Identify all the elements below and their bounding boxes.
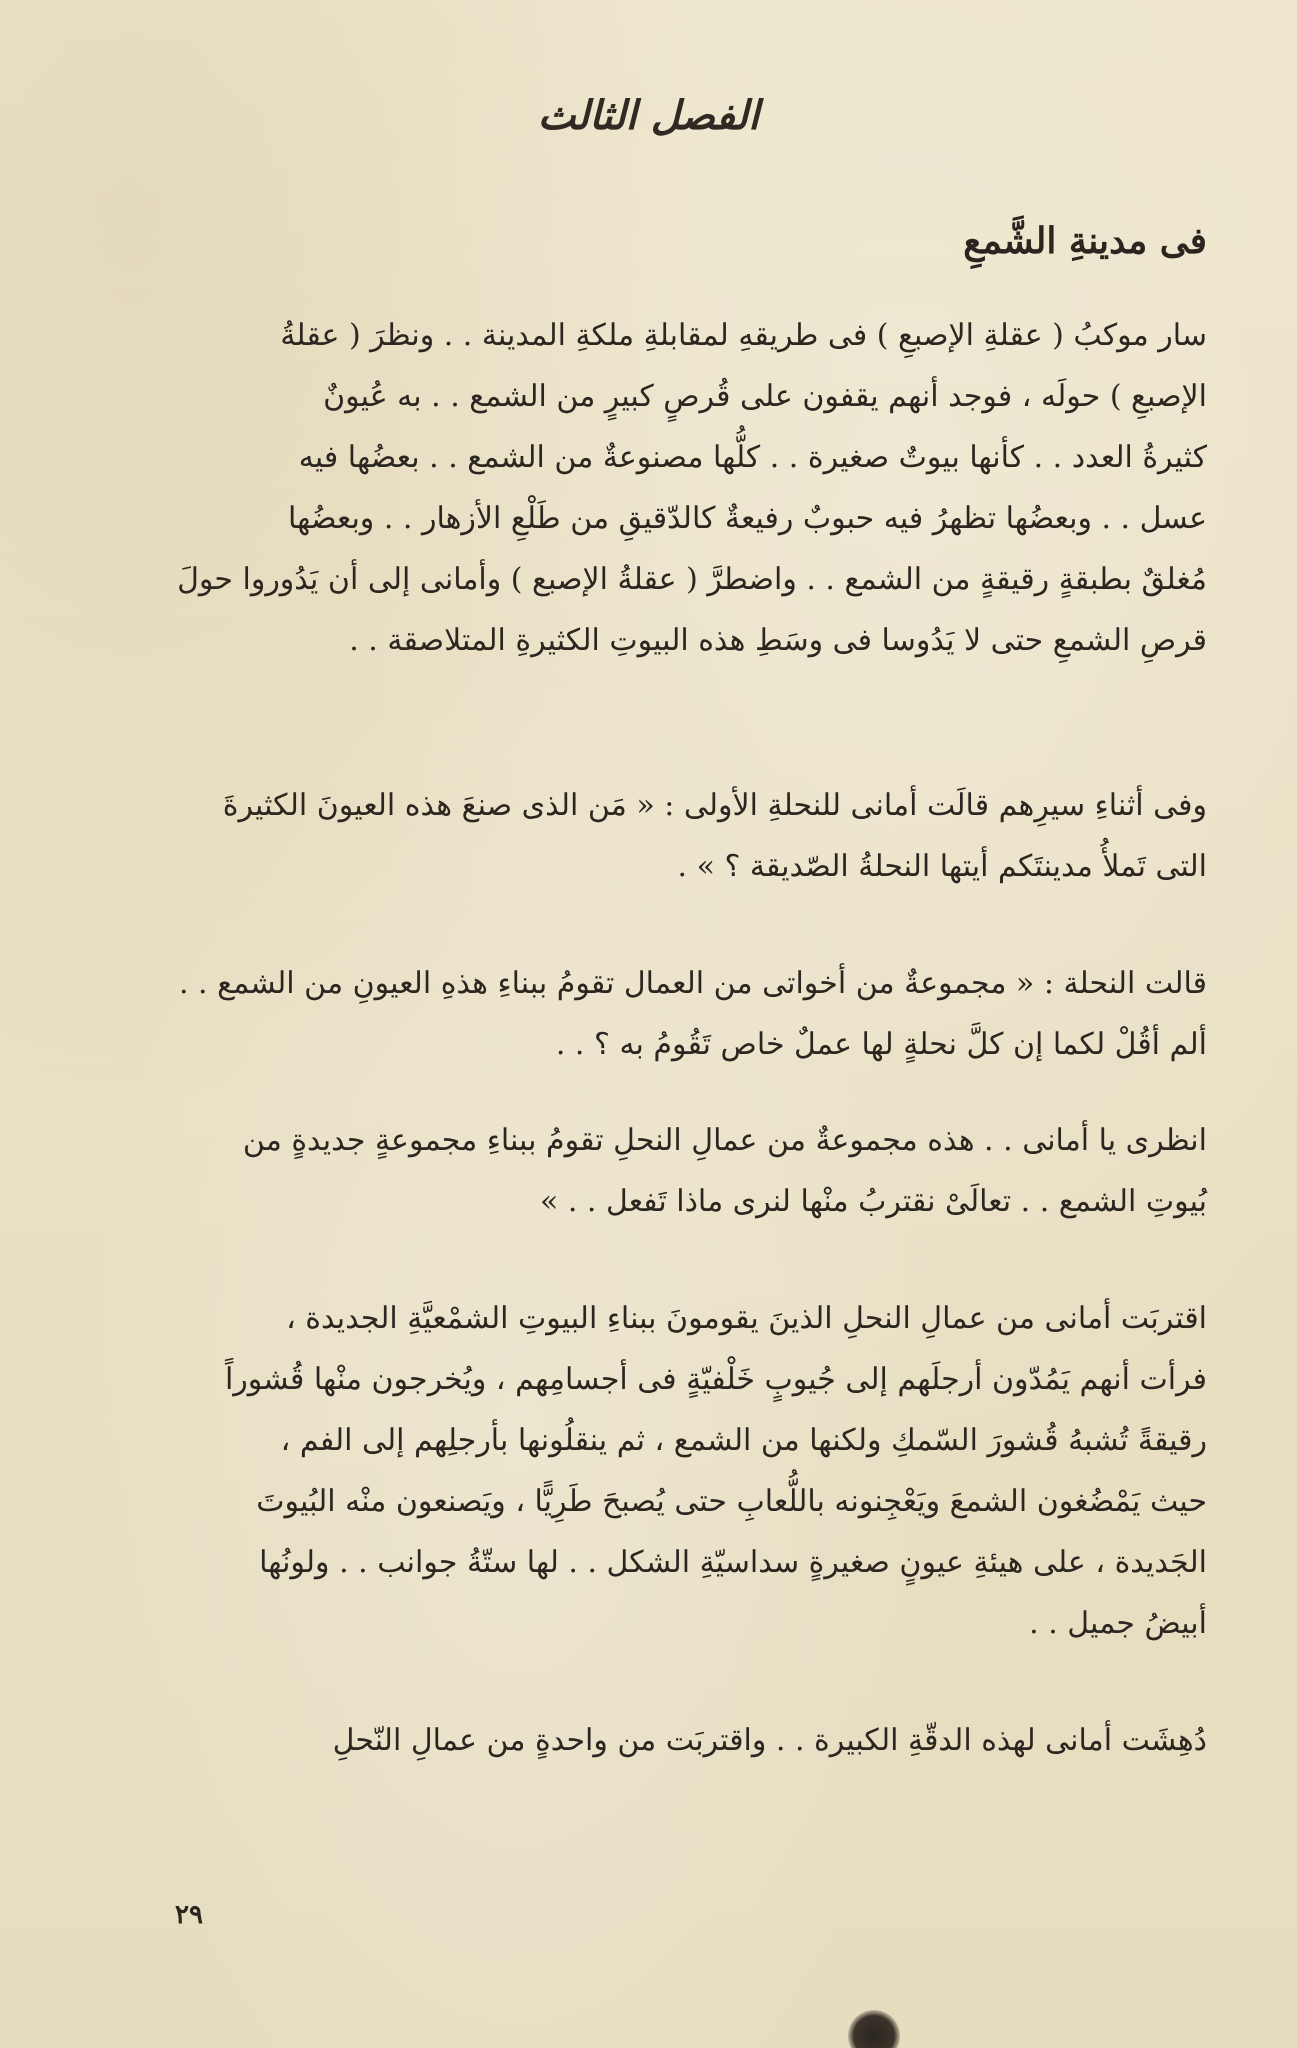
paragraph-line: اقتربَت أمانى من عمالِ النحلِ الذينَ يقومونَ ببناءِ البيوتِ الشمْعيَّةِ الجديدة ، <box>286 1301 1207 1336</box>
paragraph-4 <box>160 1110 1207 1232</box>
paragraph-3 <box>160 953 1207 1075</box>
section-title: فى مدينةِ الشَّمعِ <box>963 220 1207 262</box>
paragraph-line: أبيضُ جميل . . <box>1029 1606 1207 1641</box>
paragraph-5 <box>160 1288 1207 1654</box>
paragraph-line: التى تَملأُ مدينتَكم أيتها النحلةُ الصّديقة ؟ » . <box>677 849 1207 884</box>
paragraph-line: قالت النحلة : « مجموعةٌ من أخواتى من العمال تقومُ ببناءِ هذهِ العيونِ من الشمع . . <box>178 966 1207 1001</box>
paragraph-line: الإصبعِ ) حولَه ، فوجد أنهم يقفون على قُرصٍ كبيرٍ من الشمع . . به عُيونٌ <box>323 379 1207 414</box>
paragraph-line: كثيرةُ العدد . . كأنها بيوتٌ صغيرة . . كلُّها مصنوعةٌ من الشمع . . بعضُها فيه <box>298 440 1207 475</box>
paragraph-6 <box>160 1710 1207 1771</box>
paragraph-2 <box>160 775 1207 897</box>
paragraph-line: دُهِشَت أمانى لهذه الدقّةِ الكبيرة . . واقتربَت من واحدةٍ من عمالِ النّحلِ <box>332 1723 1207 1758</box>
paragraph-1 <box>160 305 1207 671</box>
paragraph-line: فرأت أنهم يَمُدّون أرجلَهم إلى جُيوبٍ خَلْفيّةٍ فى أجسامِهم ، ويُخرجون منْها قُشوراً <box>224 1362 1207 1397</box>
paragraph-line: وفى أثناءِ سيرِهم قالَت أمانى للنحلةِ الأولى : « مَن الذى صنعَ هذه العيونَ الكثيرةَ <box>222 788 1207 823</box>
paragraph-line: حيث يَمْضُغون الشمعَ ويَعْجِنونه باللُّعابِ حتى يُصبحَ طَرِيًّا ، ويَصنعون منْه البُيوتَ <box>256 1484 1207 1519</box>
paragraph-line: مُغلقٌ بطبقةٍ رقيقةٍ من الشمع . . واضطرَّ ( عقلةُ الإصبع ) وأمانى إلى أن يَدُوروا حولَ <box>177 562 1207 597</box>
paragraph-line: عسل . . وبعضُها تظهرُ فيه حبوبٌ رفيعةٌ كالدّقيقِ من طَلْعِ الأزهار . . وبعضُها <box>288 501 1207 536</box>
paragraph-line: رقيقةً تُشبهُ قُشورَ السّمكِ ولكنها من الشمع ، ثم ينقلُونها بأرجلِهم إلى الفم ، <box>280 1423 1207 1458</box>
page-number: ٢٩ <box>175 1900 203 1930</box>
paragraph-line: قرصِ الشمعِ حتى لا يَدُوسا فى وسَطِ هذه البيوتِ الكثيرةِ المتلاصقة . . <box>349 623 1207 658</box>
paragraph-line: انظرى يا أمانى . . هذه مجموعةٌ من عمالِ النحلِ تقومُ ببناءِ مجموعةٍ جديدةٍ من <box>242 1123 1207 1158</box>
paragraph-line: الجَديدة ، على هيئةِ عيونٍ صغيرةٍ سداسيّةِ الشكل . . لها ستّةُ جوانب . . ولونُها <box>259 1545 1207 1580</box>
ink-spot <box>848 2010 900 2048</box>
paragraph-line: سار موكبُ ( عقلةِ الإصبعِ ) فى طريقهِ لمقابلةِ ملكةِ المدينة . . ونظرَ ( عقلةُ <box>280 318 1207 353</box>
paragraph-line: ألم أقُلْ لكما إن كلَّ نحلةٍ لها عملٌ خاص تَقُومُ به ؟ . . <box>555 1027 1207 1062</box>
chapter-title: الفصل الثالث <box>537 92 760 139</box>
paragraph-line: بُيوتِ الشمع . . تعالَىْ نقتربُ منْها لنرى ماذا تَفعل . . » <box>539 1184 1207 1219</box>
